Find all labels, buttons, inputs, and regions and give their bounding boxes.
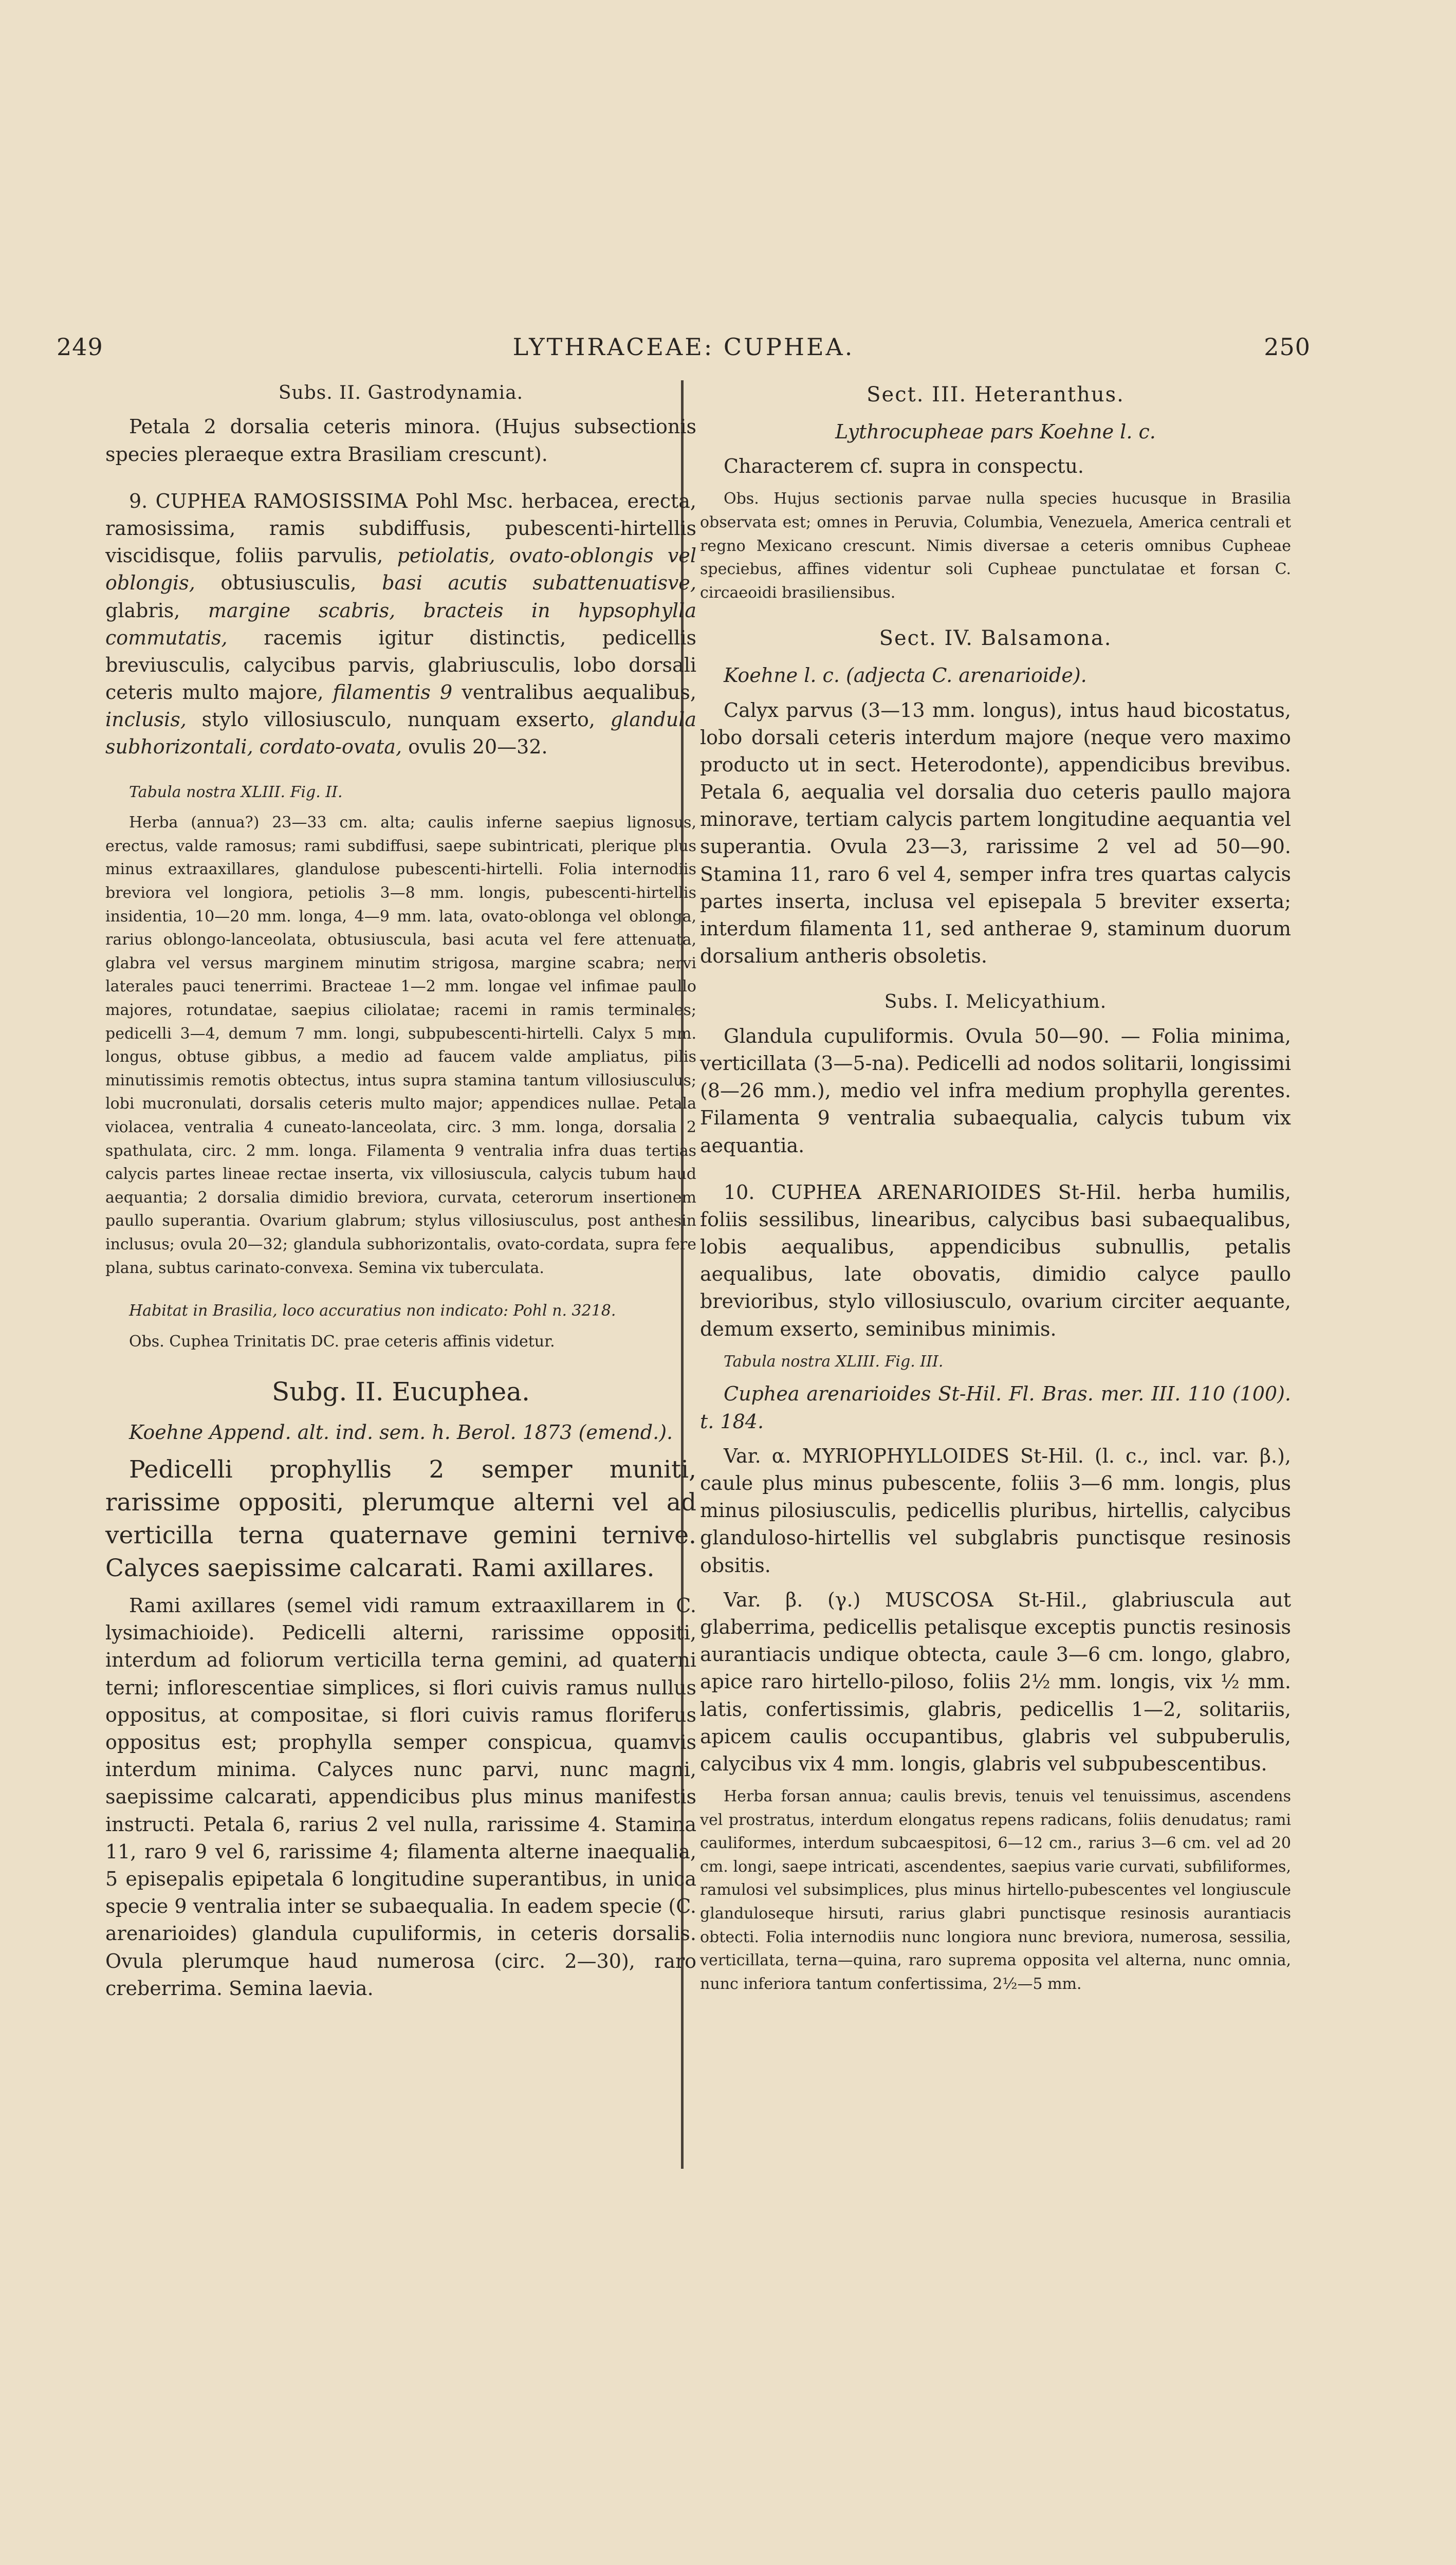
section-4-reference: Koehne l. c. (adjecta C. arenarioide). xyxy=(724,664,1087,687)
species-9-diagnosis: 9. CUPHEA RAMOSISSIMA Pohl Msc. herbacea, erecta, ramosissima, ramis subdiffusis, pubescenti-hirtellis viscidisque, foliis parvulis, petiolatis, ovato-oblongis vel oblongis, obtusiusculis, basi acutis subattenuatisve, glabris, margine scabris, bracteis in hypsophylla commutatis, racemis igitur distinctis, pedicellis breviusculis, calycibus parvis, glabriusculis, lobo dorsali ceteris multo majore, filamentis 9 ventralibus aequalibus, inclusis, stylo villosiusculo, nunquam exserto, glandula subhorizontali, cordato-ovata, ovulis 20—32. xyxy=(105,489,696,759)
subsection-1-heading: Subs. I. Melicyathium. xyxy=(884,991,1107,1013)
synonym: Cuphea arenarioides St-Hil. Fl. Bras. mer. III. 110 (100). t. 184. xyxy=(700,1382,1291,1433)
species-10-diagnosis: 10. CUPHEA ARENARIOIDES St-Hil. herba humilis, foliis sessilibus, linearibus, calycibus basi subaequalibus, lobis aequalibus, appendicibus subnullis, petalis aequalibus, late obovatis, dimidio calyce paullo brevioribus, stylo villosiusculo, ovarium circiter aequante, demum exserto, seminibus minimis. xyxy=(700,1180,1291,1340)
subsection-heading: Subs. II. Gastrodynamia. xyxy=(278,382,524,403)
left-column xyxy=(105,380,696,2189)
subgenus-diagnosis: Pedicelli prophyllis 2 semper muniti, rarissime oppositi, plerumque alterni vel ad verticilla terna quaternave gemini ternive. Calyces saepissime calcarati. Rami axillares. xyxy=(105,1455,696,1583)
section-4-heading: Sect. IV. Balsamona. xyxy=(879,626,1112,651)
habitat: Habitat in Brasilia, loco accuratius non indicato: Pohl n. 3218. xyxy=(129,1302,616,1320)
page-number-left: 249 xyxy=(57,333,103,361)
variety-alpha: Var. α. MYRIOPHYLLOIDES St-Hil. (l. c., incl. var. β.), caule plus minus pubescente, foliis 3—6 mm. longis, plus minus pilosiusculis, pedicellis pluribus, hirtellis, calycibus glanduloso-hirtellis vel subglabris punctisque resinosis obsitis. xyxy=(700,1444,1291,1577)
page-header xyxy=(57,333,1311,374)
section-3-heading: Sect. III. Heteranthus. xyxy=(867,383,1125,407)
species-9-description: Herba (annua?) 23—33 cm. alta; caulis inferne saepius lignosus, erectus, valde ramosus; rami subdiffusi, saepe subintricati, plerique plus minus extraaxillares, glandulose pubescenti-hirtelli. Folia internodiis breviora vel longiora, petiolis 3—8 mm. longis, pubescenti-hirtellis insidentia, 10—20 mm. longa, 4—9 mm. lata, ovato-oblonga vel oblonga, rarius oblongo-lanceolata, obtusiuscula, basi acuta vel fere attenuata, glabra vel versus marginem minutim strigosa, margine scabra; nervi laterales pauci tenerrimi. Bracteae 1—2 mm. longae vel infimae paullo majores, rotundatae, saepius ciliolatae; racemi in ramis terminales; pedicelli 3—4, demum 7 mm. longi, subpubescenti-hirtelli. Calyx 5 mm. longus, obtuse gibbus, a medio ad faucem valde ampliatus, pilis minutissimis remotis obtectus, intus supra stamina tantum villosiusculus; lobi mucronulati, dorsalis ceteris multo major; appendices nullae. Petala violacea, ventralia 4 cuneato-lanceolata, circ. 3 mm. longa, dorsalia 2 spathulata, circ. 2 mm. longa. Filamenta 9 ventralia infra duas tertias calycis partes lineae rectae inserta, vix villosiuscula, calycis tubum haud aequantia; 2 dorsalia dimidio breviora, curvata, ceterorum insertionem paullo superantia. Ovarium glabrum; stylus villosiusculus, post anthesin inclusus; ovula 20—32; glandula subhorizontalis, ovato-cordata, supra fere plana, subtus carinato-convexa. Semina vix tuberculata. xyxy=(105,814,696,1277)
running-title: LYTHRACEAE: CUPHEA. xyxy=(512,333,855,361)
species-9-name: 9. CUPHEA RAMOSISSIMA Pohl Msc. xyxy=(129,489,514,512)
observation: Obs. Cuphea Trinitatis DC. prae ceteris affinis videtur. xyxy=(129,1332,555,1351)
page-number-right: 250 xyxy=(1264,333,1311,361)
plate-reference-2: Tabula nostra XLIII. Fig. III. xyxy=(724,1352,944,1371)
subgenus-description: Rami axillares (semel vidi ramum extraaxillarem in C. lysimachioide). Pedicelli alterni, rarissime oppositi, interdum ad foliorum verticilla terna gemini, ad quaterni terni; inflorescentiae simplices, si flori cuivis ramus nullus oppositus, at compositae, si flori cuivis ramus floriferus oppositus est; prophylla semper conspicua, quamvis interdum minima. Calyces nunc parvi, nunc magni, saepissime calcarati, appendicibus plus minus manifestis instructi. Petala 6, rarius 2 vel nulla, rarissime 4. Stamina 11, raro 9 vel 6, rarissime 4; filamenta alterne inaequalia, 5 episepalis epipetala 6 longitudine superantibus, in unica specie 9 ventralia inter se subaequalia. In eadem specie (C. arenarioides) glandula cupuliformis, in ceteris dorsalis. Ovula plerumque haud numerosa (circ. 2—30), raro creberrima. Semina laevia. xyxy=(105,1594,696,2000)
species-10-description: Herba forsan annua; caulis brevis, tenuis vel tenuissimus, ascendens vel prostratus, interdum elongatus repens radicans, foliis denudatus; rami cauliformes, interdum subcaespitosi, 6—12 cm., rarius 3—6 cm. vel ad 20 cm. longi, saepe intricati, ascendentes, saepius varie curvati, subfiliformes, ramulosi vel subsimplices, plus minus hirtello-pubescentes vel longiuscule glanduloseque hirsuti, rarius glabri punctisque resinosis aurantiacis obtecti. Folia internodiis nunc longiora nunc breviora, numerosa, sessilia, verticillata, terna—quina, raro suprema opposita vel alterna, nunc omnia, nunc inferiora tantum confertissima, 2½—5 mm. xyxy=(700,1787,1291,1993)
section-3-reference: Lythrocupheae pars Koehne l. c. xyxy=(835,420,1156,443)
variety-beta: Var. β. (γ.) MUSCOSA St-Hil., glabriuscula aut glaberrima, pedicellis petalisque exceptis punctis resinosis aurantiacis undique obtecta, caule 3—6 cm. longo, glabro, apice raro hirtello-piloso, foliis 2½ mm. longis, vix ½ mm. latis, confertissimis, glabris, pedicellis 1—2, solitariis, apicem caulis occupantibus, glabris vel subpuberulis, calycibus vix 4 mm. longis, glabris vel subpubescentibus. xyxy=(700,1588,1291,1775)
section-3-character: Characterem cf. supra in conspectu. xyxy=(724,455,1084,478)
subgenus-reference: Koehne Append. alt. ind. sem. h. Berol. 1873 (emend.). xyxy=(129,1421,673,1444)
subsection-1-text: Glandula cupuliformis. Ovula 50—90. — Folia minima, verticillata (3—5-na). Pedicelli ad nodos solitarii, longissimi (8—26 mm.), medio vel infra medium prophylla gerentes. Filamenta 9 ventralia subaequalia, calycis tubum vix aequantia. xyxy=(700,1024,1291,1157)
subgenus-heading: Subg. II. Eucuphea. xyxy=(272,1377,530,1407)
right-column xyxy=(700,380,1291,2189)
section-3-observation: Obs. Hujus sectionis parvae nulla species hucusque in Brasilia observata est; omnes in Peruvia, Columbia, Venezuela, America centrali et regno Mexicano crescunt. Nimis diversae a ceteris omnibus Cupheae speciebus, affines videntur soli Cupheae punctulatae et forsan C. circaeoidi brasiliensibus. xyxy=(700,490,1291,602)
section-4-description: Calyx parvus (3—13 mm. longus), intus haud bicostatus, lobo dorsali ceteris interdum majore (neque vero maximo producto ut in sect. Heterodonte), appendicibus brevibus. Petala 6, aequalia vel dorsalia duo ceteris paullo majora minorave, tertiam calycis partem longitudine aequantia vel superantia. Ovula 23—3, rarissime 2 vel ad 50—90. Stamina 11, raro 6 vel 4, semper infra tres quartas calycis partes inserta, inclusa vel episepala 5 breviter exserta; interdum filamenta 11, sed antherae 9, staminum duorum dorsalium antheris obsoletis. xyxy=(700,698,1291,968)
plate-reference: Tabula nostra XLIII. Fig. II. xyxy=(129,783,343,801)
subsection-text: Petala 2 dorsalia ceteris minora. (Hujus subsectionis species pleraeque extra Brasiliam crescunt). xyxy=(105,415,696,466)
